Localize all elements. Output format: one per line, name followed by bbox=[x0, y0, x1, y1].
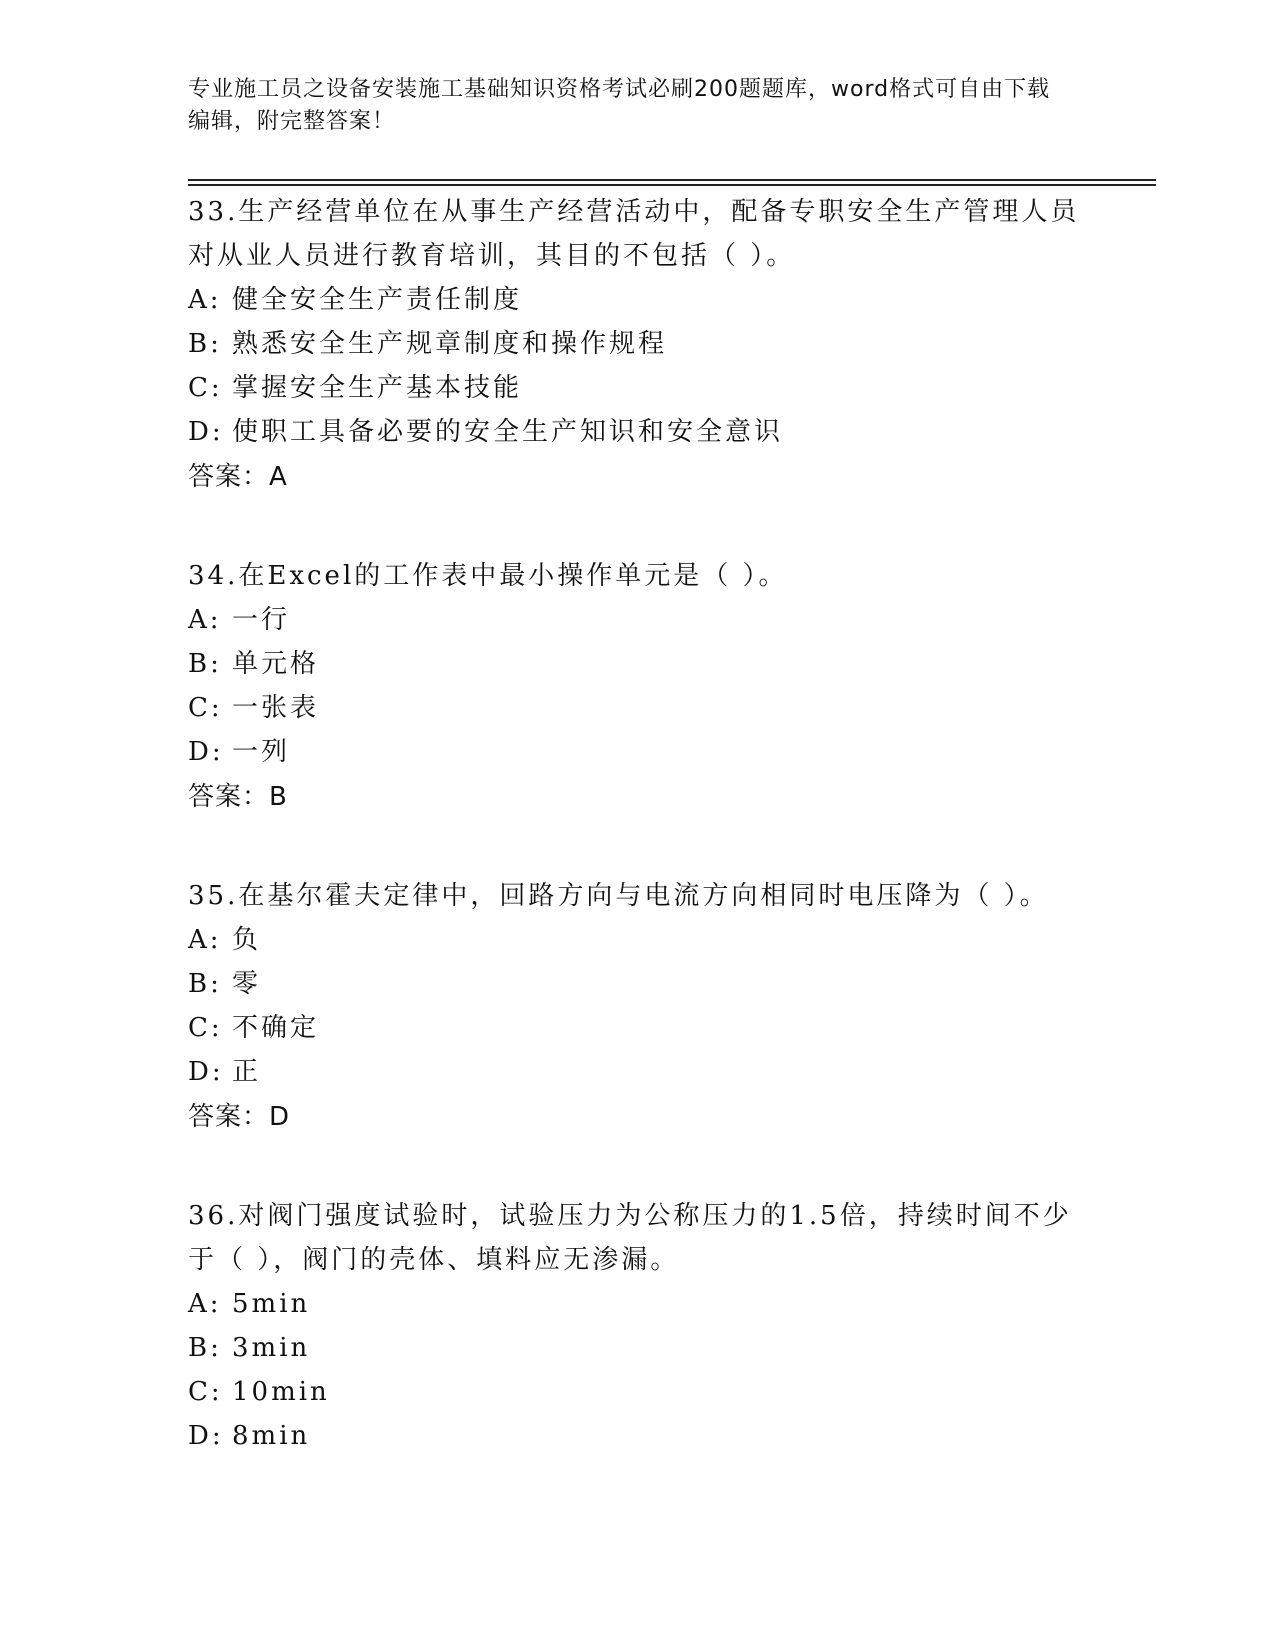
option-key: D: bbox=[188, 417, 224, 447]
question-36 bbox=[188, 1194, 1088, 1458]
answer-line: 答案：A bbox=[188, 462, 288, 492]
option-text: 健全安全生产责任制度 bbox=[232, 285, 523, 315]
option-text: 8min bbox=[232, 1421, 311, 1451]
option-key: A: bbox=[188, 1289, 222, 1319]
option-a bbox=[188, 278, 1088, 322]
option-a bbox=[188, 1282, 1088, 1326]
option-key: A: bbox=[188, 605, 222, 635]
option-b bbox=[188, 642, 1088, 686]
option-key: D: bbox=[188, 1057, 224, 1087]
option-text: 10min bbox=[232, 1377, 330, 1407]
option-text: 熟悉安全生产规章制度和操作规程 bbox=[232, 329, 668, 359]
option-key: C: bbox=[188, 373, 223, 403]
question-35 bbox=[188, 874, 1088, 1140]
question-text: 36.对阀门强度试验时，试验压力为公称压力的1.5倍，持续时间不少于（ ），阀门的壳体、填料应无渗漏。 bbox=[188, 1201, 1072, 1275]
option-key: B: bbox=[188, 329, 222, 359]
option-c bbox=[188, 686, 1088, 730]
option-text: 一列 bbox=[232, 737, 291, 767]
option-key: C: bbox=[188, 693, 223, 723]
question-text: 34.在Excel的工作表中最小操作单元是（ ）。 bbox=[188, 561, 788, 591]
option-d bbox=[188, 1414, 1088, 1458]
question-text: 33.生产经营单位在从事生产经营活动中，配备专职安全生产管理人员对从业人员进行教育培训，其目的不包括（ ）。 bbox=[188, 197, 1080, 271]
answer-line: 答案：B bbox=[188, 782, 288, 812]
option-text: 不确定 bbox=[232, 1013, 320, 1043]
option-key: B: bbox=[188, 969, 222, 999]
option-key: C: bbox=[188, 1377, 223, 1407]
option-text: 负 bbox=[232, 925, 262, 955]
option-key: B: bbox=[188, 649, 222, 679]
option-c bbox=[188, 1006, 1088, 1050]
option-text: 掌握安全生产基本技能 bbox=[232, 373, 523, 403]
answer-line: 答案：D bbox=[188, 1102, 291, 1132]
option-b bbox=[188, 962, 1088, 1006]
option-text: 零 bbox=[232, 969, 262, 999]
option-d bbox=[188, 730, 1088, 774]
header-divider-bottom bbox=[188, 184, 1156, 186]
header-divider-top bbox=[188, 179, 1156, 181]
option-text: 一行 bbox=[232, 605, 291, 635]
option-d bbox=[188, 410, 1088, 454]
option-a bbox=[188, 918, 1088, 962]
option-text: 5min bbox=[232, 1289, 311, 1319]
option-key: B: bbox=[188, 1333, 222, 1363]
option-key: A: bbox=[188, 925, 222, 955]
question-34 bbox=[188, 554, 1088, 820]
option-key: A: bbox=[188, 285, 222, 315]
option-key: D: bbox=[188, 1421, 224, 1451]
document-header: 专业施工员之设备安装施工基础知识资格考试必刷200题题库，word格式可自由下载编辑，附完整答案！ bbox=[188, 77, 1051, 134]
option-text: 使职工具备必要的安全生产知识和安全意识 bbox=[232, 417, 784, 447]
option-b bbox=[188, 322, 1088, 366]
option-text: 单元格 bbox=[232, 649, 320, 679]
option-c bbox=[188, 1370, 1088, 1414]
option-text: 3min bbox=[232, 1333, 311, 1363]
option-text: 一张表 bbox=[232, 693, 320, 723]
question-33 bbox=[188, 190, 1088, 500]
option-b bbox=[188, 1326, 1088, 1370]
option-d bbox=[188, 1050, 1088, 1094]
question-text: 35.在基尔霍夫定律中，回路方向与电流方向相同时电压降为（ ）。 bbox=[188, 881, 1049, 911]
option-key: C: bbox=[188, 1013, 223, 1043]
option-key: D: bbox=[188, 737, 224, 767]
option-a bbox=[188, 598, 1088, 642]
option-text: 正 bbox=[232, 1057, 262, 1087]
option-c bbox=[188, 366, 1088, 410]
